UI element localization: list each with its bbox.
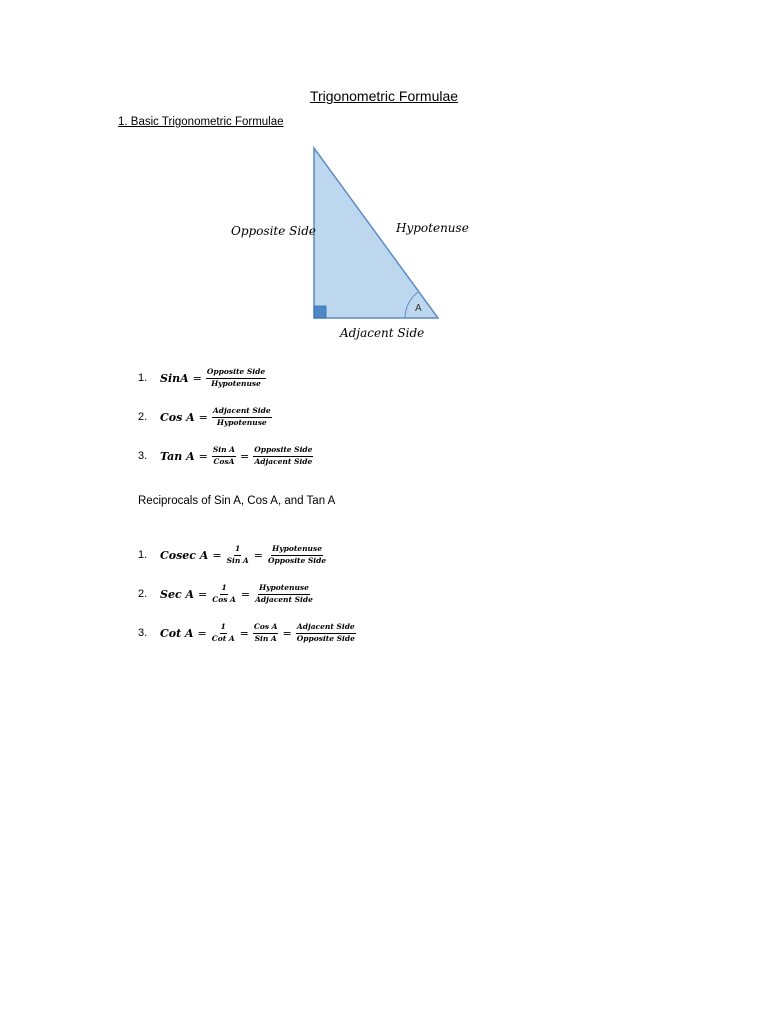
equals-sign: = (240, 587, 251, 601)
equals-sign: = (198, 449, 208, 463)
right-triangle-diagram (0, 0, 768, 360)
fraction-numerator: Sin A (212, 446, 236, 456)
formula-lhs: Tan A (160, 449, 195, 463)
fraction (212, 407, 272, 427)
formula-number: 1. (138, 372, 148, 384)
formula-lhs: Cot A (160, 626, 194, 640)
basic-formula-row (138, 363, 266, 393)
page-title: Trigonometric Formulae (309, 88, 459, 104)
fraction (211, 623, 236, 643)
fraction-numerator: Adjacent Side (212, 407, 272, 417)
equals-sign: = (198, 410, 208, 424)
fraction (253, 446, 313, 466)
right-angle-marker (314, 306, 326, 318)
fraction-numerator: Adjacent Side (296, 623, 356, 633)
fraction (212, 446, 236, 466)
formula-number: 2. (138, 411, 148, 423)
fraction-denominator: CosA (213, 456, 235, 466)
adjacent-side-label: Adjacent Side (340, 326, 425, 340)
fraction (267, 545, 327, 565)
fraction-numerator: Hypotenuse (258, 584, 310, 594)
equals-sign: = (197, 626, 207, 640)
formula-lhs: Sec A (160, 587, 195, 601)
fraction-denominator: Adjacent Side (254, 456, 313, 466)
hypotenuse-label: Hypotenuse (396, 221, 469, 235)
reciprocals-heading: Reciprocals of Sin A, Cos A, and Tan A (138, 495, 336, 507)
formula-lhs: Cos A (160, 410, 195, 424)
equals-sign: = (253, 548, 263, 562)
formula-lhs: SinA (160, 371, 189, 385)
reciprocal-formula-row (138, 579, 314, 609)
formula-number: 3. (138, 450, 148, 462)
fraction (254, 584, 314, 604)
fraction-numerator: 1 (220, 584, 227, 594)
fraction (226, 545, 250, 565)
opposite-side-label: Opposite Side (231, 224, 317, 238)
fraction (206, 368, 266, 388)
fraction (296, 623, 356, 643)
basic-formula-row (138, 402, 272, 432)
equals-sign: = (212, 548, 222, 562)
section-heading-basic: 1. Basic Trigonometric Formulae (118, 116, 284, 128)
fraction-denominator: Adjacent Side (255, 594, 313, 604)
equals-sign: = (192, 371, 202, 385)
fraction-numerator: Opposite Side (253, 446, 313, 456)
angle-label: A (415, 303, 422, 314)
fraction-numerator: Opposite Side (206, 368, 266, 378)
basic-formula-row (138, 441, 313, 471)
fraction-denominator: Hypotenuse (211, 378, 261, 388)
equals-sign: = (240, 449, 250, 463)
equals-sign: = (198, 587, 208, 601)
fraction-denominator: Hypotenuse (216, 417, 267, 427)
formula-number: 2. (138, 588, 148, 600)
equals-sign: = (239, 626, 249, 640)
formula-lhs: Cosec A (160, 548, 209, 562)
reciprocal-formula-row (138, 540, 327, 570)
fraction-denominator: Sin A (226, 555, 249, 565)
formula-number: 1. (138, 549, 148, 561)
fraction-denominator: Cot A (211, 633, 235, 643)
fraction-numerator: Hypotenuse (271, 545, 323, 555)
fraction-numerator: 1 (220, 623, 227, 633)
fraction-denominator: Sin A (254, 633, 277, 643)
fraction-denominator: Cos A (212, 594, 236, 604)
fraction (253, 623, 279, 643)
fraction-numerator: 1 (234, 545, 241, 555)
fraction-numerator: Cos A (253, 623, 279, 633)
formula-number: 3. (138, 627, 148, 639)
equals-sign: = (282, 626, 292, 640)
reciprocal-formula-row (138, 618, 356, 648)
fraction-denominator: Opposite Side (267, 555, 327, 565)
fraction (211, 584, 237, 604)
fraction-denominator: Opposite Side (296, 633, 355, 643)
